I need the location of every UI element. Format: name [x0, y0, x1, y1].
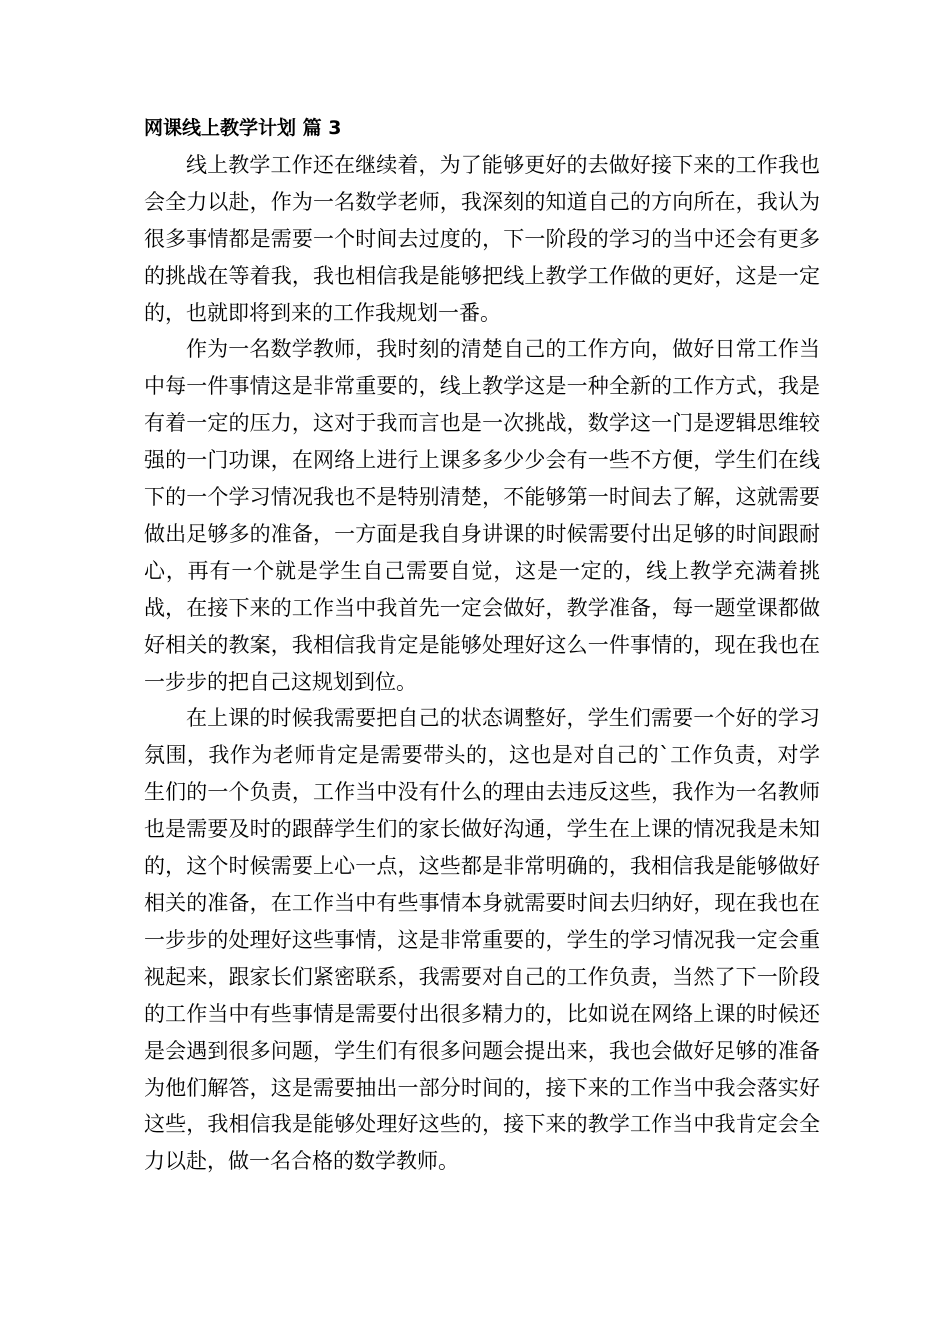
- document-title: 网课线上教学计划 篇 3: [144, 117, 342, 139]
- paragraph-2: 作为一名数学教师，我时刻的清楚自己的工作方向，做好日常工作当中每一件事情这是非常重要的，线上教学这是一种全新的工作方式，我是有着一定的压力，这对于我而言也是一次挑战，数学这一门是逻辑思维较强的一门功课，在网络上进行上课多多少少会有一些不方便，学生们在线下的一个学习情况我也不是特别清楚，不能够第一时间去了解，这就需要做出足够多的准备，一方面是我自身讲课的时候需要付出足够的时间跟耐心，再有一个就是学生自己需要自觉，这是一定的，线上教学充满着挑战，在接下来的工作当中我首先一定会做好，教学准备，每一题堂课都做好相关的教案，我相信我肯定是能够处理好这么一件事情的，现在我也在一步步的把自己这规划到位。: [144, 337, 820, 694]
- document-page: [144, 110, 820, 1180]
- paragraph-1: 线上教学工作还在继续着，为了能够更好的去做好接下来的工作我也会全力以赴，作为一名数学老师，我深刻的知道自己的方向所在，我认为很多事情都是需要一个时间去过度的，下一阶段的学习的当中还会有更多的挑战在等着我，我也相信我是能够把线上教学工作做的更好，这是一定的，也就即将到来的工作我规划一番。: [144, 152, 820, 325]
- paragraph-3: 在上课的时候我需要把自己的状态调整好，学生们需要一个好的学习氛围，我作为老师肯定是需要带头的，这也是对自己的`工作负责，对学生们的一个负责，工作当中没有什么的理由去违反这些，我作为一名教师也是需要及时的跟薛学生们的家长做好沟通，学生在上课的情况我是未知的，这个时候需要上心一点，这些都是非常明确的，我相信我是能够做好相关的准备，在工作当中有些事情本身就需要时间去归纳好，现在我也在一步步的处理好这些事情，这是非常重要的，学生的学习情况我一定会重视起来，跟家长们紧密联系，我需要对自己的工作负责，当然了下一阶段的工作当中有些事情是需要付出很多精力的，比如说在网络上课的时候还是会遇到很多问题，学生们有很多问题会提出来，我也会做好足够的准备为他们解答，这是需要抽出一部分时间的，接下来的工作当中我会落实好这些，我相信我是能够处理好这些的，接下来的教学工作当中我肯定会全力以赴，做一名合格的数学教师。: [144, 706, 820, 1174]
